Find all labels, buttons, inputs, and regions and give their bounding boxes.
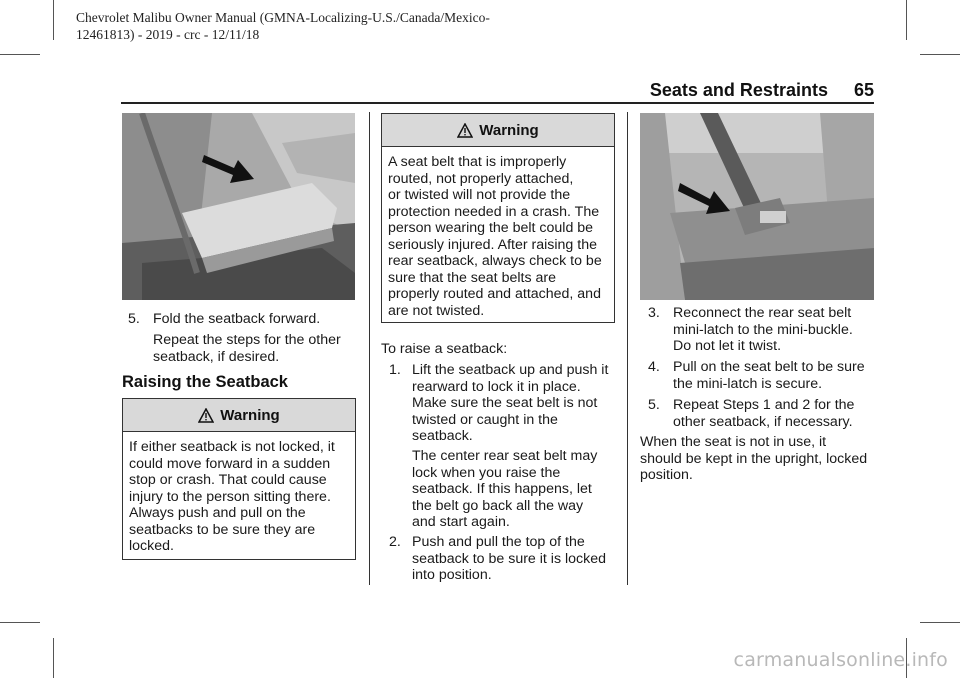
warning-line: protection needed in a crash. The (388, 203, 600, 220)
warning-line: injury to the person sitting there. (129, 488, 331, 505)
warning-box (122, 398, 356, 560)
warning-line: Always push and pull on the (129, 505, 306, 521)
step-line: mini-latch to the mini-buckle. (673, 321, 853, 338)
warning-line: rear seatback, always check to be (388, 253, 602, 269)
closing-paragraph (640, 434, 867, 484)
warning-line: sure that the seat belts are (388, 269, 556, 286)
warning-line: person wearing the belt could be (388, 220, 594, 236)
section-title: Seats and Restraints (649, 80, 828, 100)
warning-line: seatbacks to be sure they are (129, 521, 316, 538)
warning-body (382, 147, 614, 319)
step-line: Pull on the seat belt to be sure (673, 359, 865, 375)
closing-line: position. (640, 467, 693, 483)
step-line: Do not let it twist. (673, 338, 782, 354)
step-note-line: Repeat the steps for the other (153, 332, 341, 348)
step-number: 1. (389, 362, 401, 378)
warning-title: Warning (479, 121, 539, 139)
warning-header (382, 114, 614, 147)
step-note (412, 448, 597, 531)
step-text (673, 359, 865, 392)
step-note-line: the belt go back all the way (412, 497, 584, 514)
step-text (673, 397, 854, 430)
warning-box (381, 113, 615, 323)
warning-line: stop or crash. That could cause (129, 472, 327, 488)
crop-mark (0, 54, 40, 55)
step-line: seatback. (412, 428, 473, 444)
warning-line: seriously injured. After raising the (388, 236, 597, 253)
warning-line: are not twisted. (388, 302, 485, 319)
step-note (153, 332, 341, 365)
warning-line: locked. (129, 538, 174, 554)
step-line: twisted or caught in the (412, 411, 558, 428)
closing-line: should be kept in the upright, locked (640, 450, 868, 467)
document-meta-line: Chevrolet Malibu Owner Manual (GMNA-Localizing-U.S./Canada/Mexico- (76, 10, 490, 25)
step-line: Push and pull the top of the (412, 534, 585, 550)
step-number: 3. (648, 305, 660, 321)
header-rule (121, 102, 874, 104)
page-number: 65 (853, 80, 874, 100)
column-divider (627, 112, 628, 585)
section-heading: Raising the Seatback (122, 373, 288, 391)
step-line: Repeat Steps 1 and 2 for the (673, 397, 855, 413)
step-note-line: and start again. (412, 514, 510, 530)
crop-mark (920, 54, 960, 55)
step-text (412, 362, 608, 445)
step-number: 5. (128, 311, 140, 327)
step-number: 5. (648, 397, 660, 413)
step-line: Lift the seatback up and push it (412, 362, 609, 378)
closing-line: When the seat is not in use, it (640, 434, 827, 450)
document-meta-line: 12461813) - 2019 - crc - 12/11/18 (76, 27, 260, 42)
warning-line: A seat belt that is improperly (388, 154, 567, 170)
step-line: rearward to lock it in place. (412, 378, 581, 395)
warning-line: If either seatback is not locked, it (129, 439, 335, 455)
seat-belt-latch-photo (640, 113, 874, 300)
step-number: 4. (648, 359, 660, 375)
warning-line: or twisted will not provide the (388, 187, 571, 203)
warning-body (123, 432, 355, 555)
document-meta (76, 9, 490, 43)
step-line: other seatback, if necessary. (673, 413, 853, 430)
step-note-line: lock when you raise the (412, 464, 561, 481)
warning-line: routed, not properly attached, (388, 170, 574, 187)
step-line: Make sure the seat belt is not (412, 395, 598, 411)
warning-header (123, 399, 355, 432)
warning-line: could move forward in a sudden (129, 455, 331, 472)
crop-mark (920, 622, 960, 623)
warning-title: Warning (220, 406, 280, 424)
step-note-line: seatback. If this happens, let (412, 481, 592, 497)
step-note-line: The center rear seat belt may (412, 448, 598, 464)
crop-mark (906, 0, 907, 40)
crop-mark (53, 0, 54, 40)
step-text (412, 534, 606, 584)
warning-line: properly routed and attached, and (388, 286, 601, 302)
watermark[interactable]: carmanualsonline.info (733, 649, 948, 671)
running-head (650, 80, 874, 101)
step-line: the mini-latch is secure. (673, 375, 823, 392)
step-text: Fold the seatback forward. (153, 311, 321, 327)
seat-belt-latch-illustration (640, 113, 874, 300)
step-text (673, 305, 853, 355)
procedure-intro: To raise a seatback: (381, 341, 508, 357)
step-number: 2. (389, 534, 401, 550)
seatback-fold-photo (122, 113, 355, 300)
step-line: seatback to be sure it is locked (412, 550, 606, 567)
warning-triangle-icon (198, 408, 214, 423)
step-line: Reconnect the rear seat belt (673, 305, 852, 321)
step-note-line: seatback, if desired. (153, 348, 280, 365)
step-line: into position. (412, 567, 492, 583)
crop-mark (53, 638, 54, 678)
warning-triangle-icon (457, 123, 473, 138)
crop-mark (0, 622, 40, 623)
seatback-fold-illustration (122, 113, 355, 300)
column-divider (369, 112, 370, 585)
